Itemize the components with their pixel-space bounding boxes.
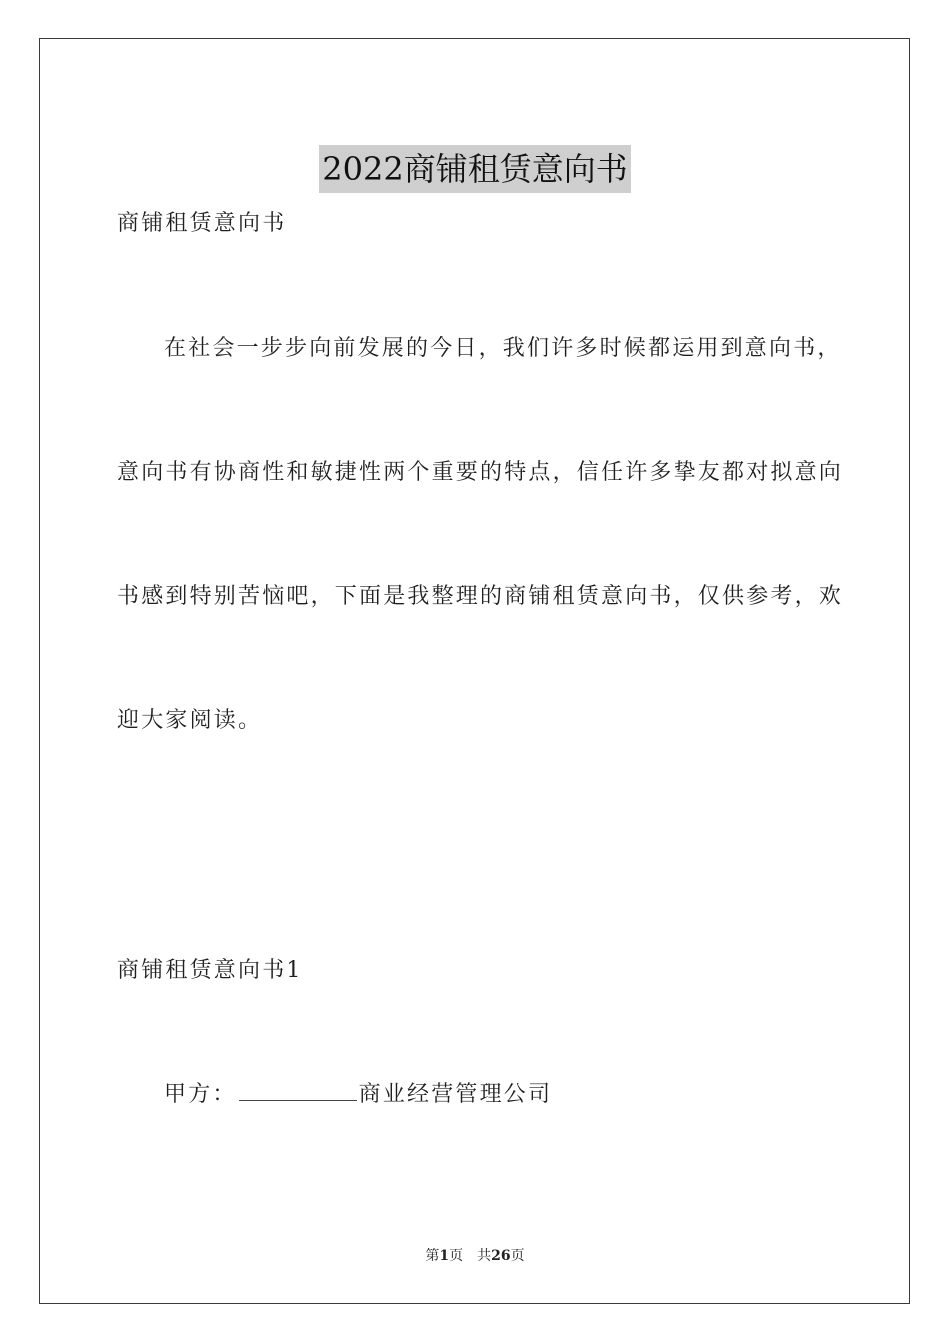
intro-line-1: 在社会一步步向前发展的今日，我们许多时候都运用到意向书， (164, 336, 842, 361)
party-a-line (164, 1080, 552, 1110)
party-a-blank (239, 1080, 357, 1101)
footer-page-prefix: 第 (425, 1248, 440, 1264)
document-title: 2022商铺租赁意向书 (319, 145, 630, 193)
footer-total-number: 26 (491, 1248, 511, 1264)
party-a-value: 商业经营管理公司 (358, 1082, 553, 1107)
intro-line-3: 书感到特别苦恼吧，下面是我整理的商铺租赁意向书，仅供参考，欢 (117, 584, 844, 609)
intro-line-4: 迎大家阅读。 (117, 708, 263, 733)
footer-total-prefix: 共 (477, 1248, 492, 1264)
party-a-label: 甲方： (164, 1082, 237, 1107)
footer-page-suffix: 页 (449, 1248, 464, 1264)
title-container (0, 124, 950, 215)
section-heading: 商铺租赁意向书1 (117, 958, 303, 983)
footer-total-suffix: 页 (510, 1248, 525, 1264)
footer-page-number: 1 (439, 1248, 450, 1264)
page-footer (0, 1246, 950, 1266)
subtitle: 商铺租赁意向书 (117, 211, 287, 236)
intro-line-2: 意向书有协商性和敏捷性两个重要的特点，信任许多挚友都对拟意向 (117, 460, 844, 485)
